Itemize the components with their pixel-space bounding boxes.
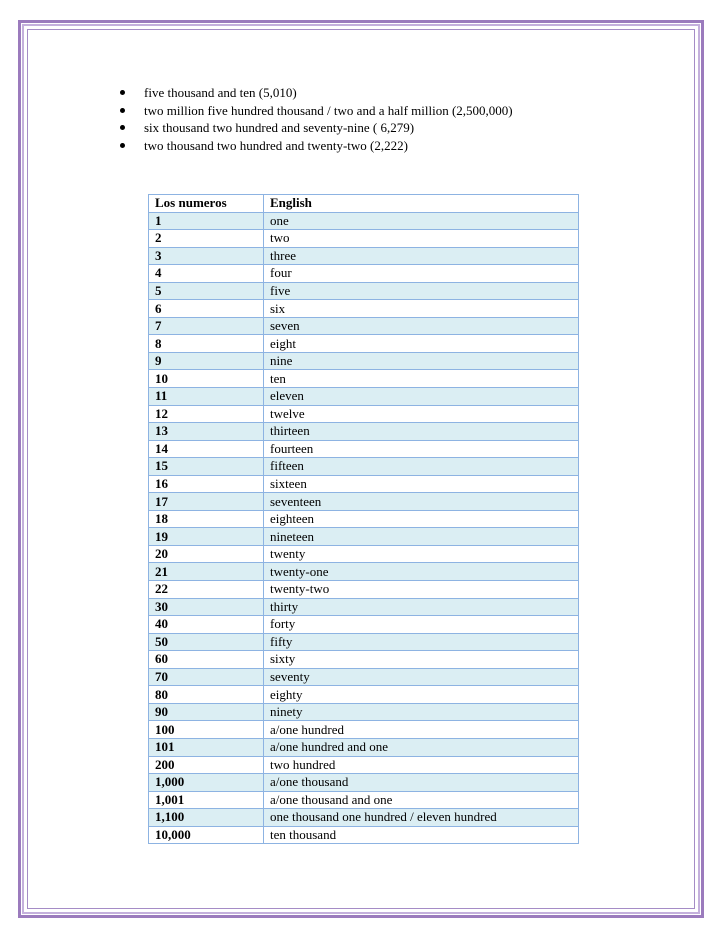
numero-cell: 70	[149, 668, 264, 686]
english-cell: forty	[264, 616, 579, 634]
table-row	[149, 458, 579, 476]
english-cell: a/one thousand and one	[264, 791, 579, 809]
numero-cell: 20	[149, 545, 264, 563]
table-row	[149, 317, 579, 335]
bullet-dot-icon	[120, 90, 125, 95]
bullet-text: six thousand two hundred and seventy-nine ( 6,279)	[144, 120, 415, 135]
bullet-text: five thousand and ten (5,010)	[144, 85, 297, 100]
numero-cell: 1	[149, 212, 264, 230]
table-row	[149, 598, 579, 616]
table-row	[149, 493, 579, 511]
numero-cell: 4	[149, 265, 264, 283]
english-cell: eighty	[264, 686, 579, 704]
numero-cell: 9	[149, 352, 264, 370]
numero-cell: 8	[149, 335, 264, 353]
numero-cell: 12	[149, 405, 264, 423]
numero-cell: 13	[149, 423, 264, 441]
english-cell: eighteen	[264, 510, 579, 528]
table-body	[149, 212, 579, 844]
english-cell: a/one thousand	[264, 774, 579, 792]
numero-cell: 14	[149, 440, 264, 458]
table-row	[149, 616, 579, 634]
table-row	[149, 633, 579, 651]
numero-cell: 101	[149, 738, 264, 756]
numero-cell: 10	[149, 370, 264, 388]
table-row	[149, 335, 579, 353]
table-row	[149, 581, 579, 599]
english-cell: thirteen	[264, 423, 579, 441]
table-row	[149, 563, 579, 581]
numero-cell: 1,000	[149, 774, 264, 792]
numero-cell: 15	[149, 458, 264, 476]
english-cell: ten thousand	[264, 826, 579, 844]
bullet-item	[120, 119, 513, 137]
table-row	[149, 370, 579, 388]
english-cell: seventeen	[264, 493, 579, 511]
bullet-item	[120, 102, 513, 120]
table-row	[149, 475, 579, 493]
numero-cell: 60	[149, 651, 264, 669]
english-cell: one thousand one hundred / eleven hundred	[264, 809, 579, 827]
table-row	[149, 282, 579, 300]
english-cell: seven	[264, 317, 579, 335]
table-row	[149, 440, 579, 458]
english-cell: fifteen	[264, 458, 579, 476]
numero-cell: 10,000	[149, 826, 264, 844]
numero-cell: 19	[149, 528, 264, 546]
english-cell: ten	[264, 370, 579, 388]
numero-cell: 40	[149, 616, 264, 634]
bullet-item	[120, 137, 513, 155]
table-row	[149, 809, 579, 827]
table-row	[149, 265, 579, 283]
bullet-dot-icon	[120, 108, 125, 113]
table-header-row	[149, 195, 579, 213]
english-cell: two hundred	[264, 756, 579, 774]
english-cell: nineteen	[264, 528, 579, 546]
numero-cell: 1,001	[149, 791, 264, 809]
english-cell: ninety	[264, 703, 579, 721]
english-cell: twelve	[264, 405, 579, 423]
table-row	[149, 405, 579, 423]
english-cell: sixteen	[264, 475, 579, 493]
numero-cell: 5	[149, 282, 264, 300]
table-row	[149, 774, 579, 792]
bullet-item	[120, 84, 513, 102]
table-row	[149, 826, 579, 844]
table-row	[149, 423, 579, 441]
bullet-text: two thousand two hundred and twenty-two (2,222)	[144, 137, 408, 153]
english-cell: twenty-one	[264, 563, 579, 581]
english-cell: six	[264, 300, 579, 318]
english-cell: three	[264, 247, 579, 265]
english-cell: five	[264, 282, 579, 300]
table-row	[149, 247, 579, 265]
table-row	[149, 388, 579, 406]
numero-cell: 2	[149, 230, 264, 248]
numero-cell: 90	[149, 703, 264, 721]
bullet-list	[120, 84, 513, 154]
english-cell: thirty	[264, 598, 579, 616]
english-cell: twenty-two	[264, 581, 579, 599]
table-row	[149, 545, 579, 563]
english-cell: four	[264, 265, 579, 283]
table-row	[149, 738, 579, 756]
english-cell: seventy	[264, 668, 579, 686]
numero-cell: 80	[149, 686, 264, 704]
numero-cell: 50	[149, 633, 264, 651]
numero-cell: 100	[149, 721, 264, 739]
english-cell: eleven	[264, 388, 579, 406]
column-header-english: English	[264, 195, 579, 213]
numero-cell: 21	[149, 563, 264, 581]
english-cell: twenty	[264, 545, 579, 563]
english-cell: fourteen	[264, 440, 579, 458]
numero-cell: 16	[149, 475, 264, 493]
english-cell: sixty	[264, 651, 579, 669]
numero-cell: 7	[149, 317, 264, 335]
table-row	[149, 510, 579, 528]
table-row	[149, 703, 579, 721]
table-row	[149, 230, 579, 248]
english-cell: a/one hundred	[264, 721, 579, 739]
numero-cell: 1,100	[149, 809, 264, 827]
numero-cell: 17	[149, 493, 264, 511]
english-cell: eight	[264, 335, 579, 353]
table-row	[149, 212, 579, 230]
column-header-numeros: Los numeros	[149, 195, 264, 213]
english-cell: one	[264, 212, 579, 230]
numero-cell: 22	[149, 581, 264, 599]
table-row	[149, 528, 579, 546]
table-row	[149, 300, 579, 318]
numero-cell: 3	[149, 247, 264, 265]
numero-cell: 18	[149, 510, 264, 528]
english-cell: nine	[264, 352, 579, 370]
table-row	[149, 721, 579, 739]
table-row	[149, 686, 579, 704]
bullet-dot-icon	[120, 143, 125, 148]
numero-cell: 6	[149, 300, 264, 318]
table-row	[149, 651, 579, 669]
english-cell: fifty	[264, 633, 579, 651]
numero-cell: 30	[149, 598, 264, 616]
bullet-dot-icon	[120, 125, 125, 130]
numero-cell: 200	[149, 756, 264, 774]
numero-cell: 11	[149, 388, 264, 406]
numbers-table	[148, 194, 579, 844]
table-row	[149, 791, 579, 809]
table-row	[149, 352, 579, 370]
english-cell: two	[264, 230, 579, 248]
bullet-text: two million five hundred thousand / two and a half million (2,500,000)	[144, 102, 513, 118]
table-row	[149, 756, 579, 774]
table-row	[149, 668, 579, 686]
english-cell: a/one hundred and one	[264, 738, 579, 756]
